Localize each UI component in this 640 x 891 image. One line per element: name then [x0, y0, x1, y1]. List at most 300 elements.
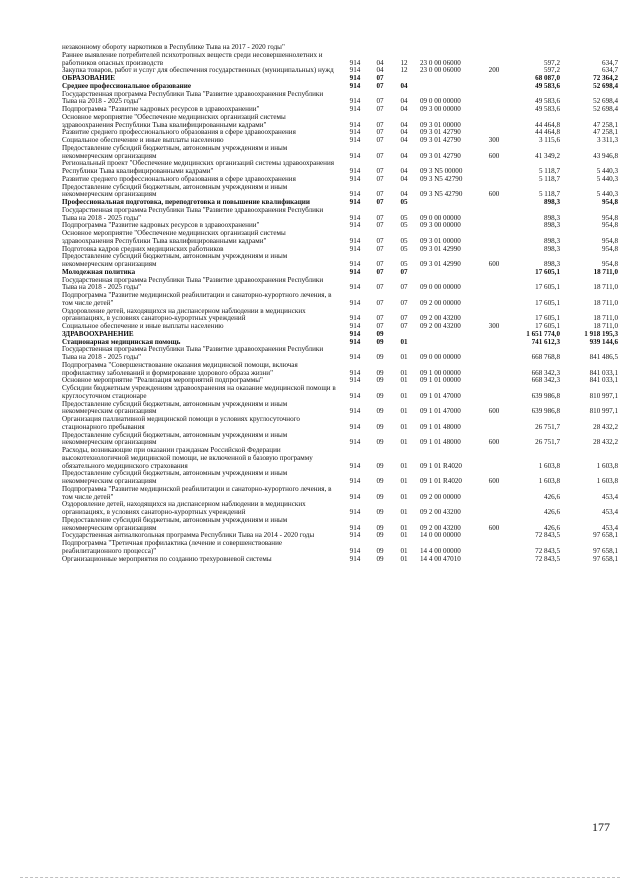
row-expense-type-code — [482, 486, 506, 502]
row-subsection-code: 01 — [400, 376, 408, 385]
row-section-code: 09 — [376, 368, 384, 377]
row-subsection-code: 04 — [400, 136, 408, 144]
table-row — [62, 207, 618, 223]
row-expense-type-code — [482, 501, 506, 517]
row-name: Социальное обеспечение и иные выплаты населению — [62, 136, 224, 144]
row-amount-year-2: 18 711,0 — [593, 314, 618, 323]
row-subsection-code: 04 — [400, 151, 408, 160]
row-expense-type-code — [482, 176, 506, 184]
row-target-article-code — [416, 331, 482, 339]
row-target-article-code — [416, 199, 482, 207]
document-page — [62, 43, 618, 563]
row-target-article-code: 09 3 01 42790 — [420, 151, 461, 160]
row-expense-type-code: 600 — [488, 523, 500, 532]
table-row — [62, 277, 618, 293]
row-subsection-code: 01 — [400, 508, 408, 516]
row-subsection-code: 01 — [400, 407, 408, 416]
row-amount-year-1: 741 612,3 — [531, 337, 560, 346]
row-subsection-code: 01 — [400, 523, 408, 532]
row-grbs-code: 914 — [349, 198, 361, 206]
row-amount-year-2: 18 711,0 — [593, 322, 618, 330]
row-subsection-code: 01 — [400, 353, 408, 361]
row-grbs-code: 914 — [349, 136, 361, 144]
row-amount-year-2: 5 440,3 — [596, 174, 618, 183]
row-target-article-code: 14 0 00 00000 — [420, 531, 461, 540]
row-amount-year-2: 97 658,1 — [593, 554, 618, 563]
row-amount-year-2: 5 440,3 — [596, 167, 618, 175]
row-expense-type-code — [482, 331, 506, 339]
row-name: Организационные мероприятия по созданию трехуровневой системы — [62, 554, 272, 563]
row-amount-year-2: 43 946,8 — [593, 151, 618, 160]
row-target-article-code: 09 3 01 42990 — [420, 244, 461, 253]
row-target-article-code: 09 1 01 48000 — [420, 422, 461, 431]
row-grbs-code: 914 — [349, 66, 361, 75]
row-target-article-code: 09 2 00 43200 — [420, 322, 461, 330]
row-name: Оздоровление детей, находящихся на диспансерном наблюдении в медицинских организациях, в условиях санаторно-курортных учреждений — [62, 500, 306, 516]
row-expense-type-code — [482, 416, 506, 432]
budget-table-body — [62, 44, 618, 563]
row-amount-year-1: 597,2 — [544, 66, 560, 75]
row-name: Подпрограмма "Развитие медицинской реабилитации и санаторно-курортного лечения, в том числе детей" — [62, 291, 332, 307]
row-section-code: 09 — [376, 461, 384, 470]
row-section-code: 07 — [376, 174, 384, 183]
row-target-article-code: 09 1 01 R4020 — [420, 477, 462, 485]
row-name: Подпрограмма "Развитие кадровых ресурсов в здравоохранении" — [62, 221, 260, 230]
row-subsection-code: 01 — [400, 368, 408, 377]
row-amount-year-1: 1 603,8 — [538, 477, 560, 485]
row-subsection-code: 04 — [400, 128, 408, 137]
row-amount-year-2: 1 603,8 — [596, 461, 618, 470]
row-grbs-code: 914 — [349, 376, 361, 385]
table-row — [62, 160, 618, 176]
row-subsection-code: 07 — [400, 267, 408, 276]
row-grbs-code: 914 — [349, 554, 361, 563]
table-row — [62, 486, 618, 502]
row-amount-year-1: 668 342,3 — [531, 376, 560, 385]
row-amount-year-1: 639 986,8 — [531, 407, 560, 416]
row-expense-type-code: 600 — [488, 260, 500, 268]
row-amount-year-2: 47 258,1 — [593, 120, 618, 129]
row-subsection-code: 04 — [400, 97, 408, 106]
row-target-article-code: 09 0 00 00000 — [420, 353, 461, 361]
row-name: Субсидии бюджетным учреждениям здравоохранения на оказание медицинской помощи в круглосуточном стационаре — [62, 384, 336, 400]
row-amount-year-2: 810 997,1 — [589, 391, 618, 400]
row-grbs-code: 914 — [349, 353, 361, 361]
row-section-code: 07 — [376, 167, 384, 175]
row-amount-year-1: 17 605,1 — [535, 314, 560, 323]
row-amount-year-1: 668 342,3 — [531, 368, 560, 377]
row-target-article-code: 09 3 00 00000 — [420, 221, 461, 230]
row-grbs-code: 914 — [349, 422, 361, 431]
row-grbs-code — [342, 44, 368, 52]
row-target-article-code: 09 1 01 00000 — [420, 376, 461, 385]
row-section-code: 09 — [376, 492, 384, 501]
row-grbs-code: 914 — [349, 477, 361, 485]
row-grbs-code: 914 — [349, 337, 361, 346]
row-amount-year-2: 5 440,3 — [596, 190, 618, 199]
row-grbs-code: 914 — [349, 151, 361, 160]
row-target-article-code: 14 4 00 47010 — [420, 554, 461, 563]
table-row — [62, 470, 618, 486]
table-row — [62, 184, 618, 200]
table-row — [62, 447, 618, 470]
row-amount-year-2: 634,7 — [602, 66, 618, 75]
row-name: Закупка товаров, работ и услуг для обеспечения государственных (муниципальных) нужд — [62, 66, 334, 75]
table-row — [62, 253, 618, 269]
row-name: Молодежная политика — [62, 267, 136, 276]
row-amount-year-1: 1 603,8 — [538, 461, 560, 470]
row-grbs-code: 914 — [349, 167, 361, 175]
row-expense-type-code — [482, 160, 506, 176]
row-name: Государственная программа Республики Тыва "Развитие здравоохранения Республики Тыва на 2018 - 2025 годы" — [62, 275, 324, 292]
row-grbs-code: 914 — [349, 213, 361, 222]
row-target-article-code: 09 0 00 00000 — [420, 213, 461, 222]
row-amount-year-1: 44 464,8 — [535, 120, 560, 129]
row-section-code: 09 — [376, 422, 384, 431]
row-expense-type-code — [482, 106, 506, 114]
row-amount-year-1: 72 843,5 — [535, 531, 560, 540]
row-section-code: 07 — [376, 190, 384, 199]
row-amount-year-2: 72 364,2 — [593, 74, 618, 82]
row-name: Подпрограмма "Третичная профилактика (лечение и совершенствование реабилитационного процесса)" — [62, 539, 283, 555]
row-name: Развитие среднего профессионального образования в сфере здравоохранения — [62, 128, 296, 137]
scan-edge-line — [20, 877, 620, 878]
row-section-code: 07 — [376, 151, 384, 160]
row-target-article-code: 09 3 N5 00000 — [420, 167, 463, 175]
row-grbs-code: 914 — [349, 81, 361, 90]
row-target-article-code: 09 3 01 00000 — [420, 120, 461, 129]
row-amount-year-2: 52 698,4 — [593, 97, 618, 106]
row-target-article-code: 09 3 01 42990 — [420, 260, 461, 268]
row-grbs-code: 914 — [349, 128, 361, 137]
row-expense-type-code — [482, 246, 506, 254]
row-expense-type-code — [482, 447, 506, 470]
row-target-article-code: 09 0 00 00000 — [420, 97, 461, 106]
row-section-code: 07 — [376, 120, 384, 129]
row-amount-year-1: 898,3 — [544, 244, 560, 253]
row-grbs-code: 914 — [349, 368, 361, 377]
row-expense-type-code — [482, 385, 506, 401]
row-subsection-code: 07 — [400, 298, 408, 307]
table-row — [62, 385, 618, 401]
row-target-article-code: 23 0 00 06000 — [420, 58, 461, 67]
row-subsection-code: 12 — [400, 66, 408, 75]
row-amount-year-1: 49 583,6 — [535, 81, 560, 90]
row-amount-year-2: 18 711,0 — [593, 298, 618, 307]
row-grbs-code: 914 — [349, 492, 361, 501]
row-grbs-code: 914 — [349, 546, 361, 555]
table-row — [62, 292, 618, 308]
row-section-code: 07 — [376, 267, 384, 276]
row-expense-type-code — [482, 207, 506, 223]
row-target-article-code: 09 3 00 00000 — [420, 105, 461, 113]
row-amount-year-1: 1 651 774,0 — [526, 329, 560, 338]
row-expense-type-code — [482, 230, 506, 246]
row-expense-type-code — [482, 556, 506, 564]
row-target-article-code: 09 2 00 43200 — [420, 523, 461, 532]
row-section-code: 09 — [376, 391, 384, 400]
row-target-article-code: 14 4 00 00000 — [420, 546, 461, 555]
row-grbs-code: 914 — [349, 260, 361, 268]
table-row — [62, 501, 618, 517]
row-amount-year-2: 18 711,0 — [593, 267, 618, 276]
row-target-article-code: 09 1 01 48000 — [420, 438, 461, 447]
row-name: Государственная антиалкогольная программа Республики Тыва на 2014 - 2020 годы — [62, 531, 315, 540]
row-grbs-code: 914 — [349, 267, 361, 276]
row-section-code: 07 — [376, 128, 384, 137]
row-target-article-code — [416, 44, 482, 52]
row-grbs-code: 914 — [349, 236, 361, 245]
row-name: Расходы, возникающие при оказании гражданам Российской Федерации высокотехнологичной медицинской помощи, не включенной в базовую программу обязательного медицинского страхования — [62, 446, 313, 470]
row-amount-year-1: 898,3 — [544, 236, 560, 245]
row-section-code: 09 — [376, 546, 384, 555]
table-row — [62, 145, 618, 161]
row-target-article-code: 09 0 00 00000 — [420, 283, 461, 292]
row-section-code: 04 — [376, 58, 384, 67]
table-row — [62, 346, 618, 362]
row-subsection-code: 05 — [400, 260, 408, 268]
row-target-article-code: 09 3 01 42790 — [420, 136, 461, 144]
table-row — [62, 540, 618, 556]
row-expense-type-code: 600 — [488, 407, 500, 416]
row-section-code: 09 — [376, 353, 384, 361]
row-section-code: 04 — [376, 66, 384, 75]
row-name: Основное мероприятие "Обеспечение медицинских организаций системы здравоохранения Республики Тыва квалифицированными кадрами" — [62, 229, 286, 245]
row-subsection-code: 04 — [400, 167, 408, 175]
row-expense-type-code — [482, 339, 506, 347]
row-name: Среднее профессиональное образование — [62, 81, 191, 90]
row-subsection-code: 05 — [400, 221, 408, 230]
table-row — [62, 416, 618, 432]
row-expense-type-code — [482, 199, 506, 207]
row-amount-year-2: 453,4 — [602, 523, 618, 532]
row-name: Оздоровление детей, находящихся на диспансерном наблюдении в медицинских организациях, в условиях санаторно-курортных учреждений — [62, 306, 306, 323]
row-amount-year-2: 18 711,0 — [593, 283, 618, 292]
row-subsection-code: 05 — [400, 236, 408, 245]
row-target-article-code: 09 1 00 00000 — [420, 368, 461, 377]
row-name: Основное мероприятие "Обеспечение медицинских организаций системы здравоохранения Республики Тыва квалифицированными кадрами" — [62, 112, 286, 129]
row-amount-year-2: 28 432,2 — [593, 422, 618, 431]
row-amount-year-1: 898,3 — [544, 198, 560, 206]
row-amount-year-2: 810 997,1 — [589, 407, 618, 416]
row-section-code: 07 — [376, 322, 384, 330]
row-target-article-code: 09 1 01 R4020 — [420, 461, 462, 470]
row-amount-year-1: 26 751,7 — [535, 422, 560, 431]
row-name: Подпрограмма "Развитие кадровых ресурсов в здравоохранении" — [62, 105, 260, 113]
row-subsection-code: 07 — [400, 314, 408, 323]
table-row — [62, 362, 618, 378]
row-amount-year-1 — [506, 44, 560, 52]
row-grbs-code: 914 — [349, 105, 361, 113]
row-amount-year-1: 41 349,2 — [535, 151, 560, 160]
row-section-code: 09 — [376, 554, 384, 563]
row-grbs-code: 914 — [349, 391, 361, 400]
row-target-article-code: 09 1 01 47000 — [420, 391, 461, 400]
row-amount-year-2: 97 658,1 — [593, 531, 618, 540]
row-amount-year-1: 668 768,8 — [531, 353, 560, 361]
table-row — [62, 114, 618, 130]
row-subsection-code: 01 — [400, 531, 408, 540]
row-expense-type-code — [482, 346, 506, 362]
row-amount-year-2: 47 258,1 — [593, 128, 618, 137]
table-row — [62, 401, 618, 417]
row-name: Организация паллиативной медицинской помощи в условиях круглосуточного стационарного пребывания — [62, 415, 300, 431]
row-name: Предоставление субсидий бюджетным, автономным учреждениям и иным некоммерческим организациям — [62, 143, 288, 160]
row-expense-type-code — [482, 269, 506, 277]
row-grbs-code: 914 — [349, 244, 361, 253]
row-expense-type-code — [482, 540, 506, 556]
row-amount-year-2: 841 486,5 — [589, 353, 618, 361]
row-amount-year-2 — [560, 44, 618, 52]
row-section-code: 07 — [376, 236, 384, 245]
row-section-code: 07 — [376, 105, 384, 113]
row-target-article-code — [416, 75, 482, 83]
row-name: Предоставление субсидий бюджетным, автономным учреждениям и иным некоммерческим организациям — [62, 252, 288, 268]
row-subsection-code: 04 — [400, 174, 408, 183]
row-amount-year-2: 1 603,8 — [596, 477, 618, 485]
row-expense-type-code — [482, 44, 506, 52]
table-row — [62, 432, 618, 448]
row-amount-year-2: 52 698,4 — [593, 81, 618, 90]
row-grbs-code: 914 — [349, 523, 361, 532]
row-grbs-code: 914 — [349, 298, 361, 307]
row-amount-year-1: 72 843,5 — [535, 546, 560, 555]
row-expense-type-code — [482, 292, 506, 308]
row-subsection-code: 05 — [400, 213, 408, 222]
row-grbs-code: 914 — [349, 438, 361, 447]
row-name: Государственная программа Республики Тыва "Развитие здравоохранения Республики Тыва на 2018 - 2025 годы" — [62, 345, 324, 361]
row-amount-year-1: 898,3 — [544, 221, 560, 230]
table-row — [62, 556, 618, 564]
row-amount-year-2: 841 033,1 — [589, 368, 618, 377]
row-expense-type-code — [482, 114, 506, 130]
row-section-code: 09 — [376, 329, 384, 338]
row-amount-year-2: 939 144,6 — [589, 337, 618, 346]
row-subsection-code: 01 — [400, 554, 408, 563]
row-amount-year-2: 841 033,1 — [589, 376, 618, 385]
row-amount-year-1: 898,3 — [544, 213, 560, 222]
row-name: Раннее выявление потребителей психотропных веществ среди несовершеннолетних и работников опасных производств — [62, 50, 323, 67]
row-section-code: 07 — [376, 221, 384, 230]
row-amount-year-2: 634,7 — [602, 58, 618, 67]
row-subsection-code — [392, 44, 416, 52]
row-expense-type-code — [482, 532, 506, 540]
row-grbs-code: 914 — [349, 97, 361, 106]
row-subsection-code: 04 — [400, 120, 408, 129]
row-amount-year-1: 17 605,1 — [535, 267, 560, 276]
row-section-code: 07 — [376, 81, 384, 90]
row-name: Предоставление субсидий бюджетным, автономным учреждениям и иным некоммерческим организациям — [62, 430, 288, 447]
row-target-article-code: 09 1 01 47000 — [420, 407, 461, 416]
row-section-code: 07 — [376, 213, 384, 222]
row-amount-year-1: 49 583,6 — [535, 97, 560, 106]
row-name: Предоставление субсидий бюджетным, автономным учреждениям и иным некоммерческим организациям — [62, 469, 288, 485]
row-amount-year-1: 426,6 — [544, 523, 560, 532]
row-subsection-code: 01 — [400, 438, 408, 447]
row-expense-type-code — [482, 52, 506, 68]
row-target-article-code: 23 0 00 06000 — [420, 66, 461, 75]
row-subsection-code: 07 — [400, 283, 408, 292]
table-row — [62, 308, 618, 324]
row-grbs-code: 914 — [349, 461, 361, 470]
row-amount-year-1: 639 986,8 — [531, 391, 560, 400]
row-amount-year-1: 426,6 — [544, 508, 560, 516]
row-grbs-code: 914 — [349, 120, 361, 129]
row-amount-year-1: 26 751,7 — [535, 438, 560, 447]
row-section-code: 07 — [376, 136, 384, 144]
row-section-code: 07 — [376, 314, 384, 323]
row-amount-year-2: 1 918 195,3 — [584, 329, 618, 338]
row-section-code: 07 — [376, 97, 384, 106]
row-expense-type-code — [482, 91, 506, 107]
row-expense-type-code — [482, 362, 506, 378]
row-grbs-code: 914 — [349, 174, 361, 183]
row-target-article-code — [416, 339, 482, 347]
table-row — [62, 52, 618, 68]
row-subsection-code: 01 — [400, 546, 408, 555]
row-section-code: 09 — [376, 508, 384, 516]
row-amount-year-2: 954,8 — [602, 213, 618, 222]
budget-table — [62, 44, 618, 563]
row-target-article-code — [416, 269, 482, 277]
row-amount-year-1: 5 118,7 — [538, 167, 560, 175]
row-expense-type-code — [482, 308, 506, 324]
row-subsection-code: 04 — [400, 190, 408, 199]
table-row — [62, 91, 618, 107]
row-section-code — [368, 44, 392, 52]
row-name: Подпрограмма "Развитие медицинской реабилитации и санаторно-курортного лечения, в том числе детей" — [62, 484, 332, 501]
row-section-code: 09 — [376, 337, 384, 346]
row-amount-year-1: 5 118,7 — [538, 190, 560, 199]
row-amount-year-2: 954,8 — [602, 198, 618, 206]
row-expense-type-code — [482, 83, 506, 91]
row-amount-year-2: 28 432,2 — [593, 438, 618, 447]
row-expense-type-code: 600 — [488, 151, 500, 160]
row-expense-type-code — [482, 377, 506, 385]
row-name: Подпрограмма "Совершенствование оказания медицинской помощи, включая профилактику заболеваний и формирование здорового образа жизни" — [62, 360, 298, 377]
row-name: Подготовка кадров средних медицинских работников — [62, 244, 224, 253]
row-expense-type-code — [482, 222, 506, 230]
row-section-code: 07 — [376, 260, 384, 268]
row-name: ЗДРАВООХРАНЕНИЕ — [62, 329, 134, 338]
row-subsection-code: 05 — [400, 244, 408, 253]
row-expense-type-code: 600 — [488, 477, 500, 485]
row-target-article-code: 09 3 N5 42790 — [420, 190, 463, 199]
row-section-code: 09 — [376, 523, 384, 532]
row-grbs-code: 914 — [349, 74, 361, 82]
row-target-article-code: 09 2 00 00000 — [420, 298, 461, 307]
row-amount-year-1: 5 118,7 — [538, 174, 560, 183]
row-name: незаконному обороту наркотиков в Республике Тыва на 2017 - 2020 годы" — [62, 43, 285, 51]
table-row — [62, 517, 618, 533]
table-row — [62, 230, 618, 246]
row-target-article-code: 09 2 00 43200 — [420, 314, 461, 323]
row-grbs-code: 914 — [349, 221, 361, 230]
row-amount-year-1: 17 605,1 — [535, 322, 560, 330]
row-amount-year-1: 68 087,0 — [535, 74, 560, 82]
row-expense-type-code: 300 — [488, 322, 500, 330]
row-target-article-code — [416, 83, 482, 91]
row-name: Развитие среднего профессионального образования в сфере здравоохранения — [62, 174, 296, 183]
row-section-code: 07 — [376, 298, 384, 307]
row-amount-year-2: 453,4 — [602, 508, 618, 516]
row-grbs-code: 914 — [349, 531, 361, 540]
row-subsection-code: 01 — [400, 391, 408, 400]
row-section-code: 09 — [376, 477, 384, 485]
row-name: Предоставление субсидий бюджетным, автономным учреждениям и иным некоммерческим организациям — [62, 399, 288, 416]
row-target-article-code: 09 2 00 00000 — [420, 492, 461, 501]
row-amount-year-2: 3 311,3 — [596, 136, 618, 144]
